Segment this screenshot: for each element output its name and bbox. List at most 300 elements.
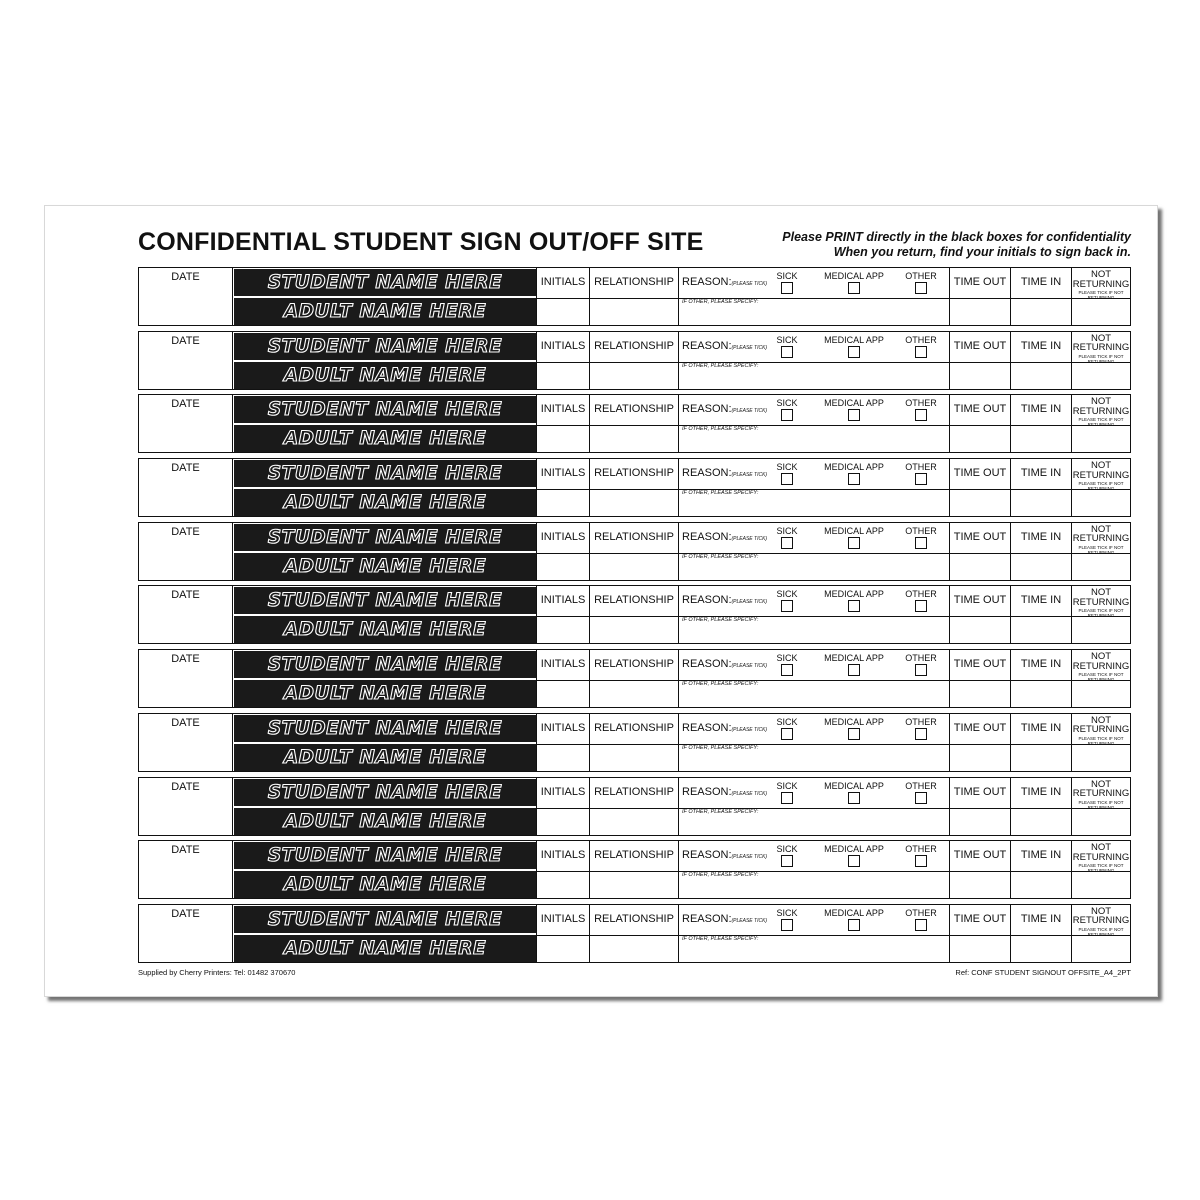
medical-app-option	[819, 908, 889, 931]
divider	[1072, 489, 1130, 490]
other-checkbox[interactable]	[915, 919, 927, 931]
other-checkbox[interactable]	[915, 792, 927, 804]
other-specify-field[interactable]: IF OTHER, PLEASE SPECIFY:	[682, 935, 759, 942]
sick-option	[774, 781, 800, 804]
divider	[590, 871, 678, 872]
not-returning-note-line-2: RETURNING	[1087, 677, 1115, 683]
date-field[interactable]	[139, 268, 233, 325]
adult-name-box[interactable]: ADULT NAME HERE	[234, 553, 536, 580]
adult-name-box[interactable]: ADULT NAME HERE	[234, 616, 536, 643]
not-returning-field[interactable]	[1071, 714, 1130, 771]
relationship-field[interactable]	[589, 586, 678, 643]
medical-app-checkbox[interactable]	[848, 600, 860, 612]
divider	[950, 362, 1010, 363]
student-name-box[interactable]: STUDENT NAME HERE	[234, 587, 536, 614]
medical-app-option	[819, 398, 889, 421]
time-out-field[interactable]	[949, 395, 1010, 452]
other-checkbox[interactable]	[915, 664, 927, 676]
initials-field[interactable]	[536, 650, 589, 707]
date-label: DATE	[171, 271, 200, 283]
not-returning-label	[1072, 716, 1130, 735]
adult-name-box[interactable]: ADULT NAME HERE	[234, 362, 536, 389]
sick-label: SICK	[776, 907, 798, 918]
student-name-box[interactable]: STUDENT NAME HERE	[234, 396, 536, 423]
reason-text: REASON:	[682, 658, 732, 671]
initials-field[interactable]	[536, 332, 589, 389]
initials-label: INITIALS	[540, 785, 586, 798]
divider	[590, 489, 678, 490]
date-field[interactable]	[139, 459, 233, 516]
not-returning-note-line-1: PLEASE TICK IF NOT	[1078, 544, 1124, 550]
time-out-field[interactable]	[949, 332, 1010, 389]
not-returning-label-line-2: RETURNING	[1072, 405, 1130, 417]
time-out-field[interactable]	[949, 268, 1010, 325]
relationship-field[interactable]	[589, 714, 678, 771]
reason-field	[678, 778, 949, 835]
time-in-label: TIME IN	[1020, 849, 1062, 862]
sick-label: SICK	[776, 844, 798, 855]
initials-field[interactable]	[536, 778, 589, 835]
student-name-box[interactable]: STUDENT NAME HERE	[234, 842, 536, 869]
date-field[interactable]	[139, 714, 233, 771]
adult-name-box[interactable]: ADULT NAME HERE	[234, 871, 536, 898]
not-returning-note-line-2: RETURNING	[1087, 549, 1115, 555]
student-name-box[interactable]: STUDENT NAME HERE	[234, 715, 536, 742]
not-returning-field[interactable]	[1071, 332, 1130, 389]
other-specify-field[interactable]: IF OTHER, PLEASE SPECIFY:	[682, 872, 759, 879]
other-option	[902, 717, 940, 740]
other-checkbox[interactable]	[915, 855, 927, 867]
relationship-field[interactable]	[589, 268, 678, 325]
time-out-field[interactable]	[949, 778, 1010, 835]
reason-label	[682, 467, 767, 479]
medical-app-checkbox[interactable]	[848, 473, 860, 485]
date-label: DATE	[171, 907, 200, 920]
sign-out-row	[138, 840, 1131, 899]
student-name-box[interactable]: STUDENT NAME HERE	[234, 906, 536, 933]
relationship-field[interactable]	[589, 778, 678, 835]
adult-name-box[interactable]: ADULT NAME HERE	[234, 935, 536, 962]
time-out-field[interactable]	[949, 523, 1010, 580]
relationship-field[interactable]	[589, 395, 678, 452]
medical-app-checkbox[interactable]	[848, 855, 860, 867]
divider	[1011, 935, 1071, 936]
medical-app-label: MEDICAL APP	[824, 525, 884, 536]
reason-label	[682, 531, 767, 543]
instruction-line-1: Please PRINT directly in the black boxes for confidentiality	[782, 230, 1131, 244]
reason-text: REASON:	[682, 467, 732, 480]
medical-app-option	[819, 271, 889, 294]
other-specify-field[interactable]: IF OTHER, PLEASE SPECIFY:	[682, 744, 759, 751]
not-returning-note-line-2: RETURNING	[1087, 931, 1115, 937]
not-returning-note-line-2: RETURNING	[1087, 804, 1115, 810]
adult-name-box[interactable]: ADULT NAME HERE	[234, 680, 536, 707]
other-label: OTHER	[905, 462, 937, 473]
sick-label: SICK	[776, 780, 798, 791]
reason-label	[682, 276, 767, 288]
medical-app-option	[819, 653, 889, 676]
other-specify-field[interactable]: IF OTHER, PLEASE SPECIFY:	[682, 681, 759, 688]
sick-option	[774, 526, 800, 549]
relationship-label: RELATIONSHIP	[594, 912, 674, 925]
medical-app-option	[819, 781, 889, 804]
sick-checkbox[interactable]	[781, 537, 793, 549]
relationship-field[interactable]	[589, 459, 678, 516]
student-name-box[interactable]: STUDENT NAME HERE	[234, 779, 536, 806]
initials-field[interactable]	[536, 841, 589, 898]
sick-checkbox[interactable]	[781, 919, 793, 931]
medical-app-checkbox[interactable]	[848, 346, 860, 358]
relationship-field[interactable]	[589, 650, 678, 707]
relationship-field[interactable]	[589, 332, 678, 389]
not-returning-note-line-2: RETURNING	[1087, 486, 1115, 492]
initials-label: INITIALS	[540, 912, 586, 925]
relationship-field[interactable]	[589, 523, 678, 580]
relationship-label: RELATIONSHIP	[594, 658, 674, 671]
time-in-field[interactable]	[1010, 778, 1071, 835]
reason-field	[678, 586, 949, 643]
not-returning-field[interactable]	[1071, 905, 1130, 962]
not-returning-field[interactable]	[1071, 268, 1130, 325]
date-label: DATE	[171, 589, 200, 602]
other-checkbox[interactable]	[915, 346, 927, 358]
sick-label: SICK	[776, 271, 798, 281]
not-returning-field[interactable]	[1071, 459, 1130, 516]
reason-label	[682, 594, 767, 606]
adult-name-box[interactable]: ADULT NAME HERE	[234, 425, 536, 452]
sign-out-row	[138, 522, 1131, 581]
not-returning-label	[1072, 461, 1130, 480]
initials-field[interactable]	[536, 714, 589, 771]
divider	[1011, 744, 1071, 745]
divider	[1072, 935, 1130, 936]
reason-label	[682, 786, 767, 798]
initials-label: INITIALS	[540, 849, 586, 862]
not-returning-field[interactable]	[1071, 395, 1130, 452]
time-in-field[interactable]	[1010, 459, 1071, 516]
student-name-box[interactable]: STUDENT NAME HERE	[234, 269, 536, 296]
adult-name-box[interactable]: ADULT NAME HERE	[234, 808, 536, 835]
divider	[1011, 871, 1071, 872]
divider	[950, 425, 1010, 426]
divider	[537, 489, 589, 490]
initials-label: INITIALS	[540, 339, 586, 352]
not-returning-note-line-1: PLEASE TICK IF NOT	[1078, 608, 1124, 614]
divider	[537, 362, 589, 363]
medical-app-option	[819, 335, 889, 358]
time-in-label: TIME IN	[1020, 339, 1062, 352]
time-out-label: TIME OUT	[953, 912, 1007, 925]
divider	[950, 808, 1010, 809]
reason-note: (PLEASE TICK)	[731, 472, 768, 479]
date-field[interactable]	[139, 905, 233, 962]
other-label: OTHER	[905, 334, 937, 345]
other-specify-field[interactable]: IF OTHER, PLEASE SPECIFY:	[682, 553, 759, 560]
initials-field[interactable]	[536, 523, 589, 580]
other-checkbox[interactable]	[915, 409, 927, 421]
reason-note: (PLEASE TICK)	[731, 790, 768, 797]
sick-checkbox[interactable]	[781, 855, 793, 867]
adult-name-box[interactable]: ADULT NAME HERE	[234, 489, 536, 516]
not-returning-label-line-2: RETURNING	[1072, 342, 1130, 354]
divider	[590, 744, 678, 745]
time-out-label: TIME OUT	[953, 403, 1007, 416]
not-returning-label-line-1: NOT	[1090, 396, 1112, 408]
time-out-field[interactable]	[949, 459, 1010, 516]
time-out-label: TIME OUT	[953, 849, 1007, 862]
time-in-field[interactable]	[1010, 586, 1071, 643]
reason-text: REASON:	[682, 785, 732, 798]
sick-option	[774, 589, 800, 612]
divider	[950, 680, 1010, 681]
student-name-box[interactable]: STUDENT NAME HERE	[234, 333, 536, 360]
date-field[interactable]	[139, 523, 233, 580]
sick-checkbox[interactable]	[781, 346, 793, 358]
sick-checkbox[interactable]	[781, 409, 793, 421]
not-returning-note-line-1: PLEASE TICK IF NOT	[1078, 481, 1124, 487]
medical-app-checkbox[interactable]	[848, 282, 860, 294]
initials-label: INITIALS	[540, 658, 586, 671]
medical-app-label: MEDICAL APP	[824, 589, 884, 600]
sick-checkbox[interactable]	[781, 728, 793, 740]
initials-field[interactable]	[536, 459, 589, 516]
not-returning-label	[1072, 397, 1130, 416]
time-in-field[interactable]	[1010, 523, 1071, 580]
relationship-field[interactable]	[589, 841, 678, 898]
divider	[950, 489, 1010, 490]
sick-option	[774, 271, 800, 294]
divider	[537, 680, 589, 681]
reason-text: REASON:	[682, 403, 732, 416]
other-checkbox[interactable]	[915, 473, 927, 485]
divider	[537, 298, 589, 299]
initials-field[interactable]	[536, 395, 589, 452]
not-returning-note-line-2: RETURNING	[1087, 613, 1115, 619]
medical-app-checkbox[interactable]	[848, 728, 860, 740]
other-specify-field[interactable]: IF OTHER, PLEASE SPECIFY:	[682, 490, 759, 497]
reason-text: REASON:	[682, 721, 732, 734]
time-out-label: TIME OUT	[953, 721, 1007, 734]
other-checkbox[interactable]	[915, 600, 927, 612]
divider	[590, 553, 678, 554]
divider	[590, 616, 678, 617]
medical-app-option	[819, 844, 889, 867]
date-label: DATE	[171, 716, 200, 729]
medical-app-label: MEDICAL APP	[824, 398, 884, 409]
sick-checkbox[interactable]	[781, 664, 793, 676]
not-returning-field[interactable]	[1071, 586, 1130, 643]
divider	[950, 744, 1010, 745]
date-field[interactable]	[139, 586, 233, 643]
not-returning-label	[1072, 843, 1130, 862]
time-in-label: TIME IN	[1020, 530, 1062, 543]
time-out-label: TIME OUT	[953, 530, 1007, 543]
medical-app-label: MEDICAL APP	[824, 716, 884, 727]
time-out-field[interactable]	[949, 841, 1010, 898]
not-returning-label-line-1: NOT	[1090, 714, 1112, 726]
divider	[1011, 298, 1071, 299]
sick-label: SICK	[776, 653, 798, 664]
time-in-field[interactable]	[1010, 268, 1071, 325]
sign-out-row	[138, 394, 1131, 453]
initials-field[interactable]	[536, 586, 589, 643]
reason-note: (PLEASE TICK)	[731, 599, 768, 606]
reason-label	[682, 658, 767, 670]
time-out-field[interactable]	[949, 714, 1010, 771]
other-checkbox[interactable]	[915, 728, 927, 740]
sick-checkbox[interactable]	[781, 792, 793, 804]
relationship-label: RELATIONSHIP	[594, 467, 674, 480]
medical-app-label: MEDICAL APP	[824, 334, 884, 345]
other-option	[902, 462, 940, 485]
reason-note: (PLEASE TICK)	[731, 281, 768, 287]
not-returning-note-line-1: PLEASE TICK IF NOT	[1078, 417, 1124, 423]
not-returning-note-line-2: RETURNING	[1087, 358, 1115, 364]
time-out-field[interactable]	[949, 586, 1010, 643]
other-option	[902, 589, 940, 612]
sick-option	[774, 908, 800, 931]
sick-label: SICK	[776, 589, 798, 600]
time-in-field[interactable]	[1010, 395, 1071, 452]
not-returning-field[interactable]	[1071, 650, 1130, 707]
other-label: OTHER	[905, 907, 937, 918]
time-out-label: TIME OUT	[953, 785, 1007, 798]
student-name-box[interactable]: STUDENT NAME HERE	[234, 651, 536, 678]
time-in-field[interactable]	[1010, 714, 1071, 771]
medical-app-label: MEDICAL APP	[824, 844, 884, 855]
not-returning-note-line-1: PLEASE TICK IF NOT	[1078, 353, 1124, 359]
adult-name-box[interactable]: ADULT NAME HERE	[234, 298, 536, 325]
sick-option	[774, 462, 800, 485]
sign-out-row	[138, 267, 1131, 326]
initials-field[interactable]	[536, 268, 589, 325]
not-returning-label-line-2: RETURNING	[1072, 278, 1130, 290]
initials-label: INITIALS	[540, 594, 586, 607]
medical-app-checkbox[interactable]	[848, 664, 860, 676]
sick-checkbox[interactable]	[781, 600, 793, 612]
reason-label	[682, 403, 767, 415]
not-returning-label-line-1: NOT	[1090, 778, 1112, 790]
reason-text: REASON:	[682, 530, 732, 543]
sick-label: SICK	[776, 716, 798, 727]
divider	[1011, 553, 1071, 554]
not-returning-field[interactable]	[1071, 841, 1130, 898]
other-option	[902, 526, 940, 549]
not-returning-label-line-2: RETURNING	[1072, 724, 1130, 736]
not-returning-note-line-1: PLEASE TICK IF NOT	[1078, 290, 1124, 295]
other-specify-field[interactable]: IF OTHER, PLEASE SPECIFY:	[682, 362, 759, 369]
time-out-field[interactable]	[949, 905, 1010, 962]
not-returning-note-line-1: PLEASE TICK IF NOT	[1078, 672, 1124, 678]
sign-out-row	[138, 331, 1131, 390]
time-in-label: TIME IN	[1020, 785, 1062, 798]
time-in-field[interactable]	[1010, 841, 1071, 898]
date-label: DATE	[171, 398, 200, 411]
divider	[1011, 362, 1071, 363]
reason-note: (PLEASE TICK)	[731, 408, 768, 415]
reason-text: REASON:	[682, 276, 732, 288]
date-field[interactable]	[139, 650, 233, 707]
time-in-label: TIME IN	[1020, 912, 1062, 925]
other-specify-field[interactable]: IF OTHER, PLEASE SPECIFY:	[682, 426, 759, 433]
not-returning-label-line-1: NOT	[1090, 332, 1112, 344]
medical-app-label: MEDICAL APP	[824, 462, 884, 473]
medical-app-option	[819, 717, 889, 740]
medical-app-checkbox[interactable]	[848, 792, 860, 804]
time-in-field[interactable]	[1010, 905, 1071, 962]
date-field[interactable]	[139, 778, 233, 835]
date-field[interactable]	[139, 332, 233, 389]
medical-app-checkbox[interactable]	[848, 409, 860, 421]
not-returning-label	[1072, 334, 1130, 353]
reason-note: (PLEASE TICK)	[731, 854, 768, 861]
sick-option	[774, 717, 800, 740]
other-specify-field[interactable]: IF OTHER, PLEASE SPECIFY:	[682, 299, 759, 305]
medical-app-label: MEDICAL APP	[824, 780, 884, 791]
reason-note: (PLEASE TICK)	[731, 726, 768, 733]
time-out-label: TIME OUT	[953, 467, 1007, 480]
sick-checkbox[interactable]	[781, 282, 793, 294]
student-name-box[interactable]: STUDENT NAME HERE	[234, 524, 536, 551]
date-label: DATE	[171, 525, 200, 538]
divider	[1072, 425, 1130, 426]
other-specify-field[interactable]: IF OTHER, PLEASE SPECIFY:	[682, 617, 759, 624]
divider	[537, 808, 589, 809]
time-in-label: TIME IN	[1020, 658, 1062, 671]
divider	[537, 553, 589, 554]
divider	[590, 425, 678, 426]
initials-field[interactable]	[536, 905, 589, 962]
form-sheet	[44, 205, 1158, 997]
reason-note: (PLEASE TICK)	[731, 535, 768, 542]
other-option	[902, 398, 940, 421]
medical-app-checkbox[interactable]	[848, 537, 860, 549]
initials-label: INITIALS	[540, 721, 586, 734]
other-option	[902, 844, 940, 867]
other-option	[902, 653, 940, 676]
reason-field	[678, 650, 949, 707]
not-returning-note-line-2: RETURNING	[1087, 868, 1115, 874]
initials-label: INITIALS	[540, 530, 586, 543]
divider	[1011, 808, 1071, 809]
other-checkbox[interactable]	[915, 282, 927, 294]
sign-out-rows	[138, 267, 1131, 968]
not-returning-field[interactable]	[1071, 778, 1130, 835]
instruction-line-2: When you return, find your initials to sign back in.	[833, 245, 1131, 259]
sign-out-row	[138, 585, 1131, 644]
student-name-box[interactable]: STUDENT NAME HERE	[234, 460, 536, 487]
date-field[interactable]	[139, 841, 233, 898]
time-in-field[interactable]	[1010, 332, 1071, 389]
time-out-field[interactable]	[949, 650, 1010, 707]
reference-note: Ref: CONF STUDENT SIGNOUT OFFSITE_A4_2PT	[955, 968, 1131, 977]
date-field[interactable]	[139, 395, 233, 452]
sign-out-row	[138, 777, 1131, 836]
adult-name-box[interactable]: ADULT NAME HERE	[234, 744, 536, 771]
reason-text: REASON:	[682, 849, 732, 862]
other-checkbox[interactable]	[915, 537, 927, 549]
reason-field	[678, 905, 949, 962]
sick-checkbox[interactable]	[781, 473, 793, 485]
sick-option	[774, 844, 800, 867]
medical-app-checkbox[interactable]	[848, 919, 860, 931]
time-in-field[interactable]	[1010, 650, 1071, 707]
relationship-field[interactable]	[589, 905, 678, 962]
not-returning-field[interactable]	[1071, 523, 1130, 580]
not-returning-label-line-2: RETURNING	[1072, 851, 1130, 863]
divider	[1072, 553, 1130, 554]
other-specify-field[interactable]: IF OTHER, PLEASE SPECIFY:	[682, 808, 759, 815]
